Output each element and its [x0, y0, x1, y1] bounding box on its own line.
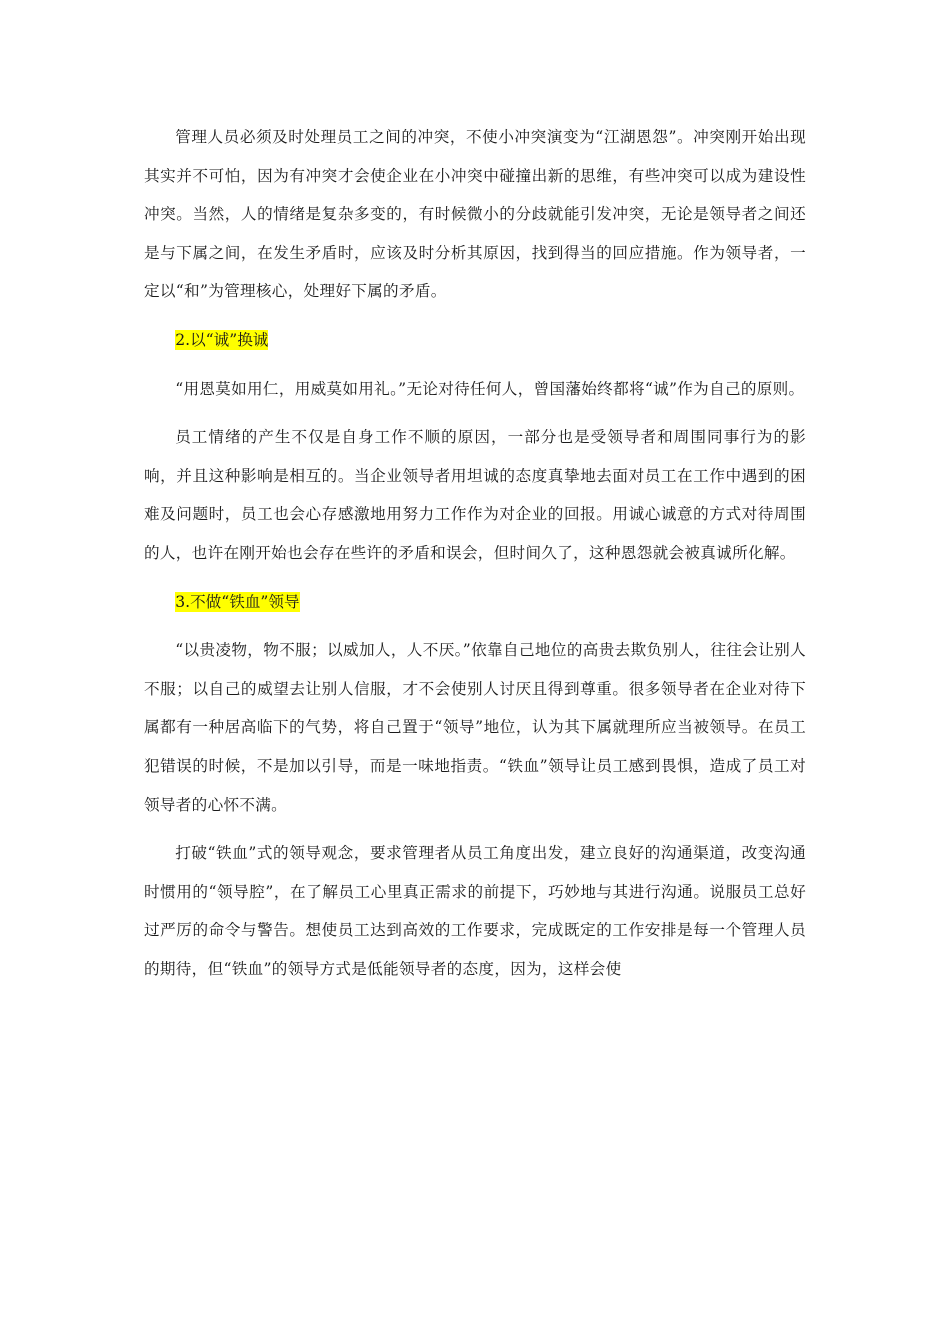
paragraph-gap — [144, 621, 806, 631]
paragraph-quote-authority: “以贵凌物，物不服；以威加人，人不厌。”依靠自己地位的高贵去欺负别人，往往会让别人不服；以自己的威望去让别人信服，才不会使别人讨厌且得到尊重。很多领导者在企业对待下属都有一种居高临下的气势，将自己置于“领导”地位，认为其下属就理所应当被领导。在员工犯错误的时候，不是加以引导，而是一味地指责。“铁血”领导让员工感到畏惧，造成了员工对领导者的心怀不满。 — [144, 641, 806, 814]
section-heading-iron-leader — [144, 583, 806, 622]
paragraph-gap — [144, 311, 806, 321]
section-heading-sincerity — [144, 321, 806, 360]
paragraph-conflict-handling: 管理人员必须及时处理员工之间的冲突，不使小冲突演变为“江湖恩怨”。冲突刚开始出现其实并不可怕，因为有冲突才会使企业在小冲突中碰撞出新的思维，有些冲突可以成为建设性冲突。当然，人的情绪是复杂多变的，有时候微小的分歧就能引发冲突，无论是领导者之间还是与下属之间，在发生矛盾时，应该及时分析其原因，找到得当的回应措施。作为领导者，一定以“和”为管理核心，处理好下属的矛盾。 — [144, 128, 806, 301]
paragraph-gap — [144, 408, 806, 418]
document-body — [144, 118, 806, 988]
paragraph-gap — [144, 573, 806, 583]
highlighted-heading-text: 3.不做“铁血”领导 — [175, 592, 300, 611]
paragraph-break-iron-concept: 打破“铁血”式的领导观念，要求管理者从员工角度出发，建立良好的沟通渠道，改变沟通时惯用的“领导腔”，在了解员工心里真正需求的前提下，巧妙地与其进行沟通。说服员工总好过严厉的命令与警告。想使员工达到高效的工作要求，完成既定的工作安排是每一个管理人员的期待，但“铁血”的领导方式是低能领导者的态度，因为，这样会使 — [144, 844, 806, 978]
paragraph-gap — [144, 824, 806, 834]
paragraph-gap — [144, 360, 806, 370]
paragraph-quote-sincerity: “用恩莫如用仁，用威莫如用礼。”无论对待任何人，曾国藩始终都将“诚”作为自己的原则。 — [175, 379, 805, 398]
highlighted-heading-text: 2.以“诚”换诚 — [175, 330, 269, 349]
paragraph-employee-emotion: 员工情绪的产生不仅是自身工作不顺的原因，一部分也是受领导者和周围同事行为的影响，并且这种影响是相互的。当企业领导者用坦诚的态度真挚地去面对员工在工作中遇到的困难及问题时，员工也会心存感激地用努力工作作为对企业的回报。用诚心诚意的方式对待周围的人，也许在刚开始也会存在些许的矛盾和误会，但时间久了，这种恩怨就会被真诚所化解。 — [144, 428, 806, 562]
